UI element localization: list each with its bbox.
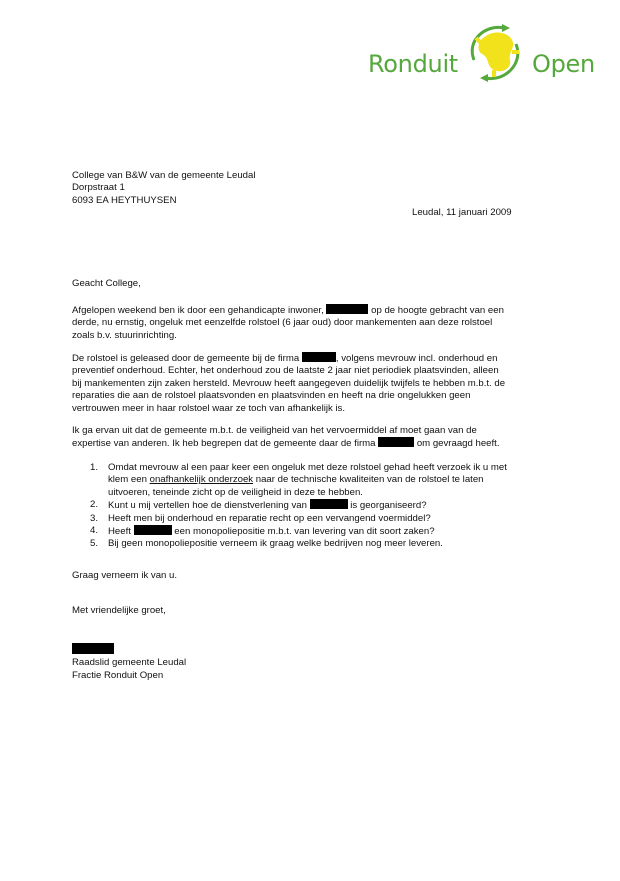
logo-emblem-icon [464,22,526,84]
signature-line: Raadslid gemeente Leudal [72,657,187,669]
closing-request: Graag verneem ik van u. [72,570,178,581]
text: , volgens mevrouw incl. onderhoud en [335,353,498,364]
text: expertise van anderen. Ik heb begrepen dat de gemeente daar de firma [72,438,376,450]
text: preventief onderhoud. Echter, het onderhoud zou de laatste 2 jaar niet periodiek plaatsvinden, alleen [72,365,499,377]
list-item [72,525,552,538]
text: uitvoeren, teneinde zicht op de veiligheid in deze te hebben. [108,486,363,498]
underlined-text: onafhankelijk onderzoek [149,474,254,486]
salutation: Geacht College, [72,278,141,289]
list-item [72,513,552,525]
place-date: Leudal, 11 januari 2009 [412,207,512,218]
text: bij mankementen zijn zaken hersteld. Mevrouw heeft aangegeven duidelijk twijfels te hebben m.b.t. de [72,377,506,389]
text: Kunt u mij vertellen hoe de dienstverlening van [108,500,307,512]
signature-line: Fractie Ronduit Open [72,669,164,681]
text: Heeft men bij onderhoud en reparatie recht op een vervangend voermiddel? [108,512,431,524]
text: een monopoliepositie m.b.t. van levering van dit soort zaken? [174,526,435,538]
paragraph-1 [72,304,552,342]
address-line: Dorpstraat 1 [72,182,125,194]
text: Bij geen monopoliepositie verneem ik graag welke bedrijven nog meer leveren. [108,538,443,550]
text: vertrouwen meer in haar rolstoel waar ze toch van afhankelijk is. [72,402,346,414]
list-item [72,462,552,499]
text: klem een [108,474,147,486]
logo-word-open: Open [532,50,595,78]
redacted-company [302,352,336,362]
signature-block [72,643,552,682]
text: op de hoogte gebracht van een [371,305,504,316]
closing-greeting: Met vriendelijke groet, [72,605,166,616]
redacted-signature [72,643,114,654]
text: derde, nu ernstig, ongeluk met eenzelfde rolstoel (6 jaar oud) door mankementen aan deze rolstoel [72,317,493,329]
logo-word-ronduit: Ronduit [368,50,458,78]
item-number: 3. [90,512,99,524]
redacted-company [378,437,414,447]
text: Heeft [108,526,131,538]
text: naar de technische kwaliteiten van de rolstoel te laten [255,474,484,486]
list-item [72,499,552,512]
text: zoals b.v. stuurinrichting. [72,329,177,341]
text: is georganiseerd? [350,500,427,512]
text: Afgelopen weekend ben ik door een gehandicapte inwoner, [72,305,324,316]
paragraph-2 [72,352,552,415]
text: Ik ga ervan uit dat de gemeente m.b.t. de veiligheid van het vervoermiddel af moet gaan van de [72,425,477,436]
paragraph-3 [72,425,552,451]
item-number: 1. [90,462,99,473]
list-item [72,538,552,550]
text: De rolstoel is geleased door de gemeente bij de firma [72,353,300,364]
text: Omdat mevrouw al een paar keer een ongeluk met deze rolstoel gehad heeft verzoek ik u met [108,462,507,473]
text: om gevraagd heeft. [416,438,500,450]
question-list [72,462,552,551]
redacted-company [310,499,348,509]
redacted-company [134,525,172,535]
item-number: 4. [90,525,99,537]
item-number: 5. [90,538,99,550]
text: reparaties die aan de rolstoel plaatsvonden en plaatsvinden en heeft na drie ongelukken geen [72,390,471,402]
ronduit-open-logo [366,22,598,88]
recipient-address [72,170,552,207]
address-line: College van B&W van de gemeente Leudal [72,170,256,181]
address-line: 6093 EA HEYTHUYSEN [72,194,177,206]
redacted-name [326,304,368,314]
item-number: 2. [90,499,99,511]
